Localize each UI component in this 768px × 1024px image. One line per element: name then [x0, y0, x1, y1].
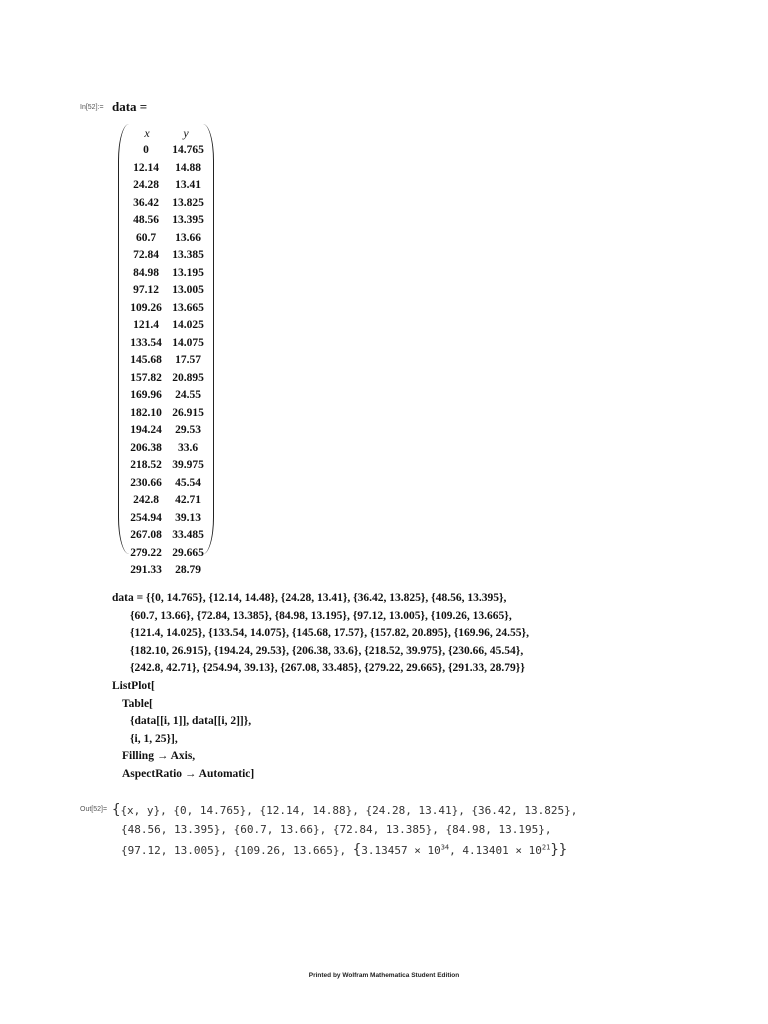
code-line: {182.10, 26.915}, {194.24, 29.53}, {206.38, 33.6}, {218.52, 39.975}, {230.66, 45.54}, — [130, 644, 524, 657]
matrix-cell-y: 45.54 — [175, 476, 201, 489]
output-block[interactable] — [112, 800, 592, 860]
code-line: Filling → Axis, — [122, 750, 196, 763]
output-mantissa-1: 3.13457 — [361, 844, 408, 857]
matrix-rows — [118, 144, 214, 582]
output-cell-label: Out[52]= — [80, 806, 108, 813]
matrix-header-y: y — [183, 126, 189, 140]
matrix-row — [118, 389, 214, 407]
matrix-cell-y: 29.53 — [175, 424, 201, 436]
matrix-cell-x: 218.52 — [130, 459, 162, 471]
matrix-cell-x: 72.84 — [133, 249, 159, 261]
code-line: {242.8, 42.71}, {254.94, 39.13}, {267.08, 33.485}, {279.22, 29.665}, {291.33, 28.79}} — [130, 662, 525, 675]
matrix-row — [118, 564, 214, 582]
output-line: {97.12, 13.005}, {109.26, 13.665}, {$3.13457 \times 10^{34}$, $4.13401 \times 10^{21}$}} — [112, 840, 592, 860]
matrix-cell-y: 28.79 — [175, 564, 201, 576]
matrix-cell-y: 42.71 — [175, 494, 201, 506]
code-line: ListPlot[ — [112, 679, 155, 692]
matrix-cell-y: 13.66 — [175, 231, 201, 244]
matrix-cell-y: 33.485 — [172, 529, 204, 541]
matrix-cell-y: 14.88 — [175, 161, 201, 174]
matrix-cell-x: 36.42 — [133, 196, 159, 209]
output-inner-brace-open: { — [352, 842, 362, 858]
matrix-row — [118, 267, 214, 285]
input-cell-label: In[52]:= — [80, 104, 104, 111]
matrix-cell-y: 13.41 — [175, 179, 201, 191]
matrix-cell-y: 13.825 — [172, 196, 204, 209]
input-code-block[interactable] — [112, 590, 592, 784]
matrix-cell-y: 39.975 — [172, 459, 204, 471]
matrix-cell-x: 206.38 — [130, 441, 162, 454]
matrix-cell-x: 194.24 — [130, 424, 162, 436]
matrix-cell-y: 13.385 — [172, 249, 204, 261]
output-brace-open: { — [112, 802, 121, 818]
matrix-row — [118, 337, 214, 355]
matrix-cell-x: 169.96 — [130, 389, 162, 401]
matrix-cell-x: 84.98 — [133, 266, 159, 279]
matrix-row — [118, 442, 214, 460]
matrix-cell-y: 13.395 — [172, 214, 204, 226]
matrix-row — [118, 249, 214, 267]
matrix-cell-x: 60.7 — [135, 231, 157, 244]
data-matrix — [118, 124, 214, 576]
matrix-cell-x: 97.12 — [133, 284, 159, 296]
matrix-row — [118, 477, 214, 495]
matrix-cell-x: 157.82 — [130, 371, 162, 384]
code-line: {121.4, 14.025}, {133.54, 14.075}, {145.68, 17.57}, {157.82, 20.895}, {169.96, 24.55}, — [130, 627, 529, 640]
output-exponent-2: 21 — [541, 843, 551, 852]
output-line-2: {48.56, 13.395}, {60.7, 13.66}, {72.84, 13.385}, {84.98, 13.195}, — [121, 823, 552, 836]
matrix-cell-y: 14.765 — [172, 144, 204, 156]
matrix-cell-x: 121.4 — [133, 319, 159, 331]
output-line-1: {x, y}, {0, 14.765}, {12.14, 14.88}, {24.28, 13.41}, {36.42, 13.825}, — [120, 804, 578, 817]
output-line-3: {97.12, 13.005}, {109.26, 13.665}, — [121, 844, 353, 857]
matrix-cell-y: 24.55 — [175, 389, 201, 401]
matrix-row — [118, 179, 214, 197]
output-brace-close: }} — [550, 842, 568, 858]
matrix-cell-y: 13.665 — [172, 301, 204, 314]
matrix-row — [118, 144, 214, 162]
matrix-row — [118, 529, 214, 547]
matrix-cell-y: 13.005 — [172, 284, 204, 296]
output-line — [112, 820, 592, 840]
code-line: data = {{0, 14.765}, {12.14, 14.48}, {24.28, 13.41}, {36.42, 13.825}, {48.56, 13.395}, — [112, 592, 507, 604]
matrix-row — [118, 232, 214, 250]
code-line: Table[ — [122, 697, 153, 710]
matrix-cell-x: 133.54 — [130, 336, 162, 349]
matrix-cell-y: 14.075 — [172, 336, 204, 349]
matrix-row — [118, 424, 214, 442]
matrix-row — [118, 512, 214, 530]
matrix-cell-x: 182.10 — [130, 406, 162, 419]
matrix-cell-x: 254.94 — [130, 511, 162, 524]
matrix-cell-x: 230.66 — [130, 476, 162, 489]
matrix-row — [118, 214, 214, 232]
matrix-cell-x: 48.56 — [133, 214, 159, 226]
matrix-cell-y: 17.57 — [175, 354, 201, 366]
output-exponent-1: 34 — [440, 843, 450, 852]
matrix-cell-x: 267.08 — [130, 529, 162, 541]
matrix-cell-y: 14.025 — [172, 319, 204, 331]
code-line: AspectRatio → Automatic] — [122, 767, 255, 780]
matrix-row — [118, 494, 214, 512]
matrix-cell-y: 33.6 — [177, 441, 199, 454]
matrix-cell-x: 109.26 — [130, 301, 162, 314]
matrix-header-x: x — [144, 126, 150, 140]
matrix-cell-x: 0 — [143, 144, 149, 156]
matrix-cell-x: 242.8 — [133, 494, 159, 506]
code-line: {data[[i, 1]], data[[i, 2]]}, — [130, 715, 252, 728]
matrix-cell-x: 12.14 — [133, 161, 159, 174]
output-mantissa-2: 4.13401 — [462, 844, 509, 857]
matrix-row — [118, 197, 214, 215]
matrix-cell-x: 145.68 — [130, 354, 162, 366]
output-times-2: × — [515, 844, 523, 857]
output-times-1: × — [414, 844, 421, 857]
matrix-row — [118, 284, 214, 302]
output-line — [112, 800, 592, 820]
matrix-cell-y: 26.915 — [172, 406, 204, 419]
matrix-row — [118, 302, 214, 320]
matrix-row — [118, 407, 214, 425]
matrix-cell-x: 279.22 — [130, 546, 162, 559]
page-footer: Printed by Wolfram Mathematica Student Edition — [308, 972, 460, 979]
matrix-cell-y: 29.665 — [172, 546, 204, 559]
matrix-cell-y: 13.195 — [172, 266, 204, 279]
matrix-row — [118, 162, 214, 180]
data-assignment-label: data = — [112, 99, 148, 114]
matrix-row — [118, 547, 214, 565]
matrix-row — [118, 459, 214, 477]
matrix-cell-x: 291.33 — [130, 564, 162, 576]
matrix-row — [118, 354, 214, 372]
matrix-cell-x: 24.28 — [133, 179, 159, 191]
matrix-row — [118, 319, 214, 337]
matrix-cell-y: 20.895 — [172, 371, 204, 384]
code-line: {60.7, 13.66}, {72.84, 13.385}, {84.98, 13.195}, {97.12, 13.005}, {109.26, 13.665}, — [130, 609, 512, 622]
code-line: {i, 1, 25}], — [130, 732, 178, 745]
matrix-row — [118, 372, 214, 390]
matrix-cell-y: 39.13 — [175, 511, 201, 524]
